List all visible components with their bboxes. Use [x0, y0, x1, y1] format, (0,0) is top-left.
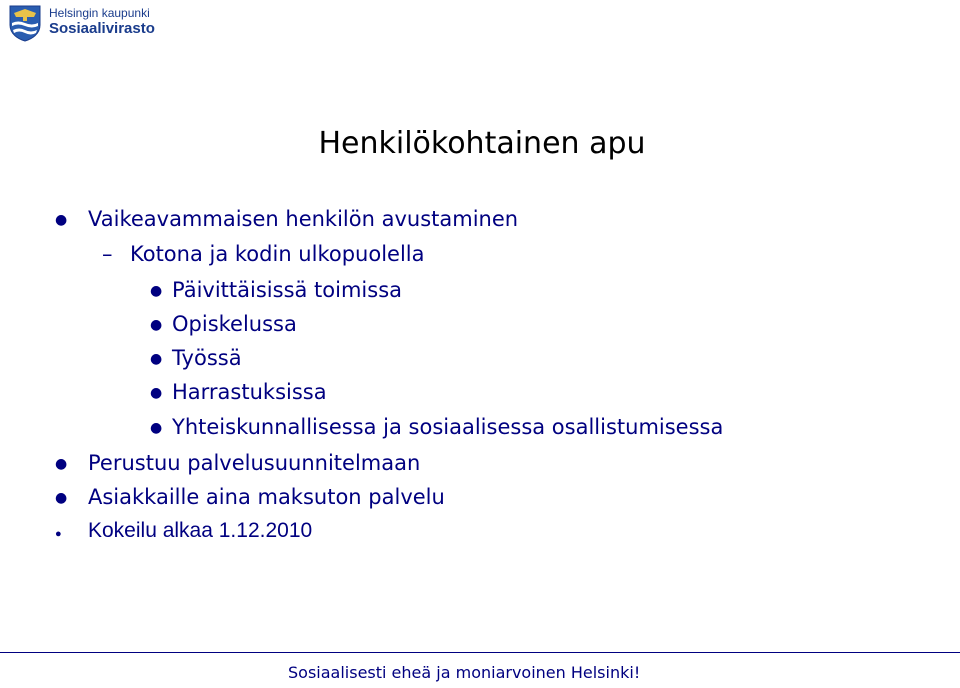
bullet-text: Työssä: [172, 346, 242, 370]
bullet-text: Yhteiskunnallisessa ja sosiaalisessa osallistumisessa: [172, 415, 724, 439]
bullet-item-8: [55, 450, 421, 476]
bullet-dot-icon: ●: [55, 456, 68, 472]
bullet-item-4: [150, 311, 297, 337]
bullet-dot-icon: ●: [150, 283, 163, 299]
bullet-dot-icon: ●: [150, 385, 163, 401]
bullet-dot-icon: ●: [55, 528, 62, 540]
bullet-text: Kokeilu alkaa 1.12.2010: [88, 519, 313, 542]
bullet-dot-icon: ●: [55, 490, 68, 506]
bullet-dot-icon: ●: [55, 212, 68, 228]
logo-city-name: Helsingin kaupunki: [49, 6, 150, 20]
bullet-text: Kotona ja kodin ulkopuolella: [130, 242, 425, 266]
bullet-dot-icon: ●: [150, 317, 163, 333]
bullet-text: Vaikeavammaisen henkilön avustaminen: [88, 207, 519, 231]
bullet-item-3: [150, 277, 403, 303]
bullet-item-6: [150, 379, 327, 405]
bullet-item-9: [55, 484, 445, 510]
bullet-text: Päivittäisissä toimissa: [172, 278, 403, 302]
bullet-text: Opiskelussa: [172, 312, 297, 336]
footer-divider: [0, 652, 960, 653]
bullet-text: Asiakkaille aina maksuton palvelu: [88, 485, 445, 509]
bullet-item-1: [55, 206, 519, 232]
bullet-dash-icon: –: [102, 242, 113, 266]
bullet-dot-icon: ●: [150, 420, 163, 436]
bullet-text: Harrastuksissa: [172, 380, 327, 404]
logo-department-name: Sosiaalivirasto: [49, 20, 155, 37]
bullet-item-7: [150, 414, 724, 440]
bullet-text: Perustuu palvelusuunnitelmaan: [88, 451, 421, 475]
bullet-item-5: [150, 345, 242, 371]
slide-title-text: Henkilökohtainen apu: [318, 126, 646, 161]
bullet-item-2: [102, 241, 425, 267]
bullet-item-10: [55, 518, 313, 544]
footer-slogan: Sosiaalisesti eheä ja moniarvoinen Helsinki!: [288, 663, 641, 682]
bullet-dot-icon: ●: [150, 351, 163, 367]
